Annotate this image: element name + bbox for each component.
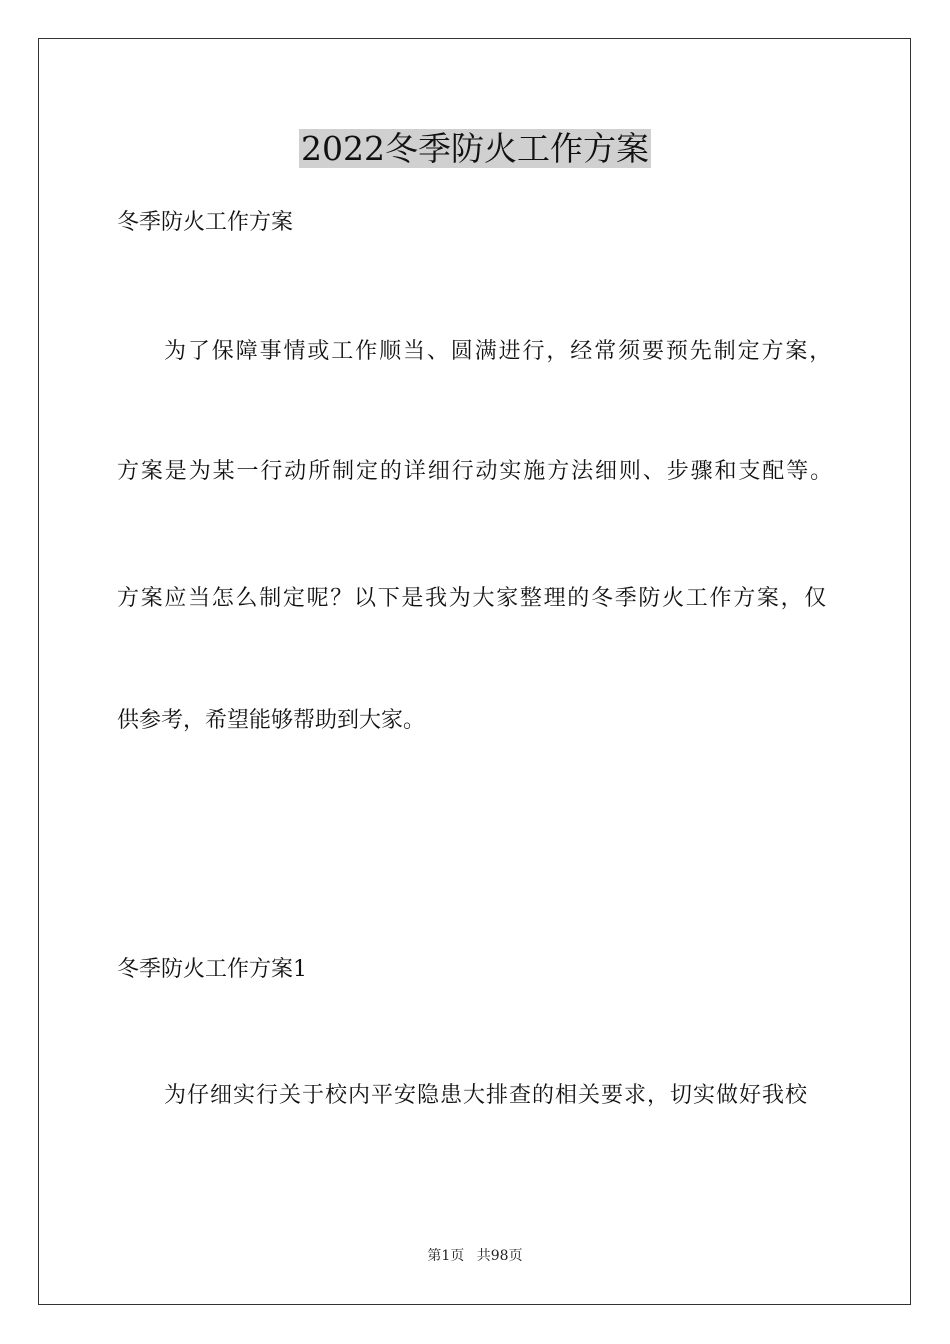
paragraph-line: 方案是为某一行动所制定的详细行动实施方法细则、步骤和支配等。 [117,459,835,484]
paragraph-line: 供参考，希望能够帮助到大家。 [117,708,426,733]
page-footer [0,1246,950,1266]
document-subtitle: 冬季防火工作方案 [117,210,294,235]
paragraph-line: 方案应当怎么制定呢？以下是我为大家整理的冬季防火工作方案，仅 [117,586,829,611]
paragraph-line: 为仔细实行关于校内平安隐患大排查的相关要求，切实做好我校 [164,1083,809,1108]
section-heading: 冬季防火工作方案1 [117,957,307,982]
document-title-text: 2022冬季防火工作方案 [301,129,649,168]
page-number-current: 第1页 [427,1248,465,1264]
paragraph-line: 为了保障事情或工作顺当、圆满进行，经常须要预先制定方案， [164,339,834,364]
page-number-total: 共98页 [476,1248,523,1264]
document-title [0,128,950,170]
